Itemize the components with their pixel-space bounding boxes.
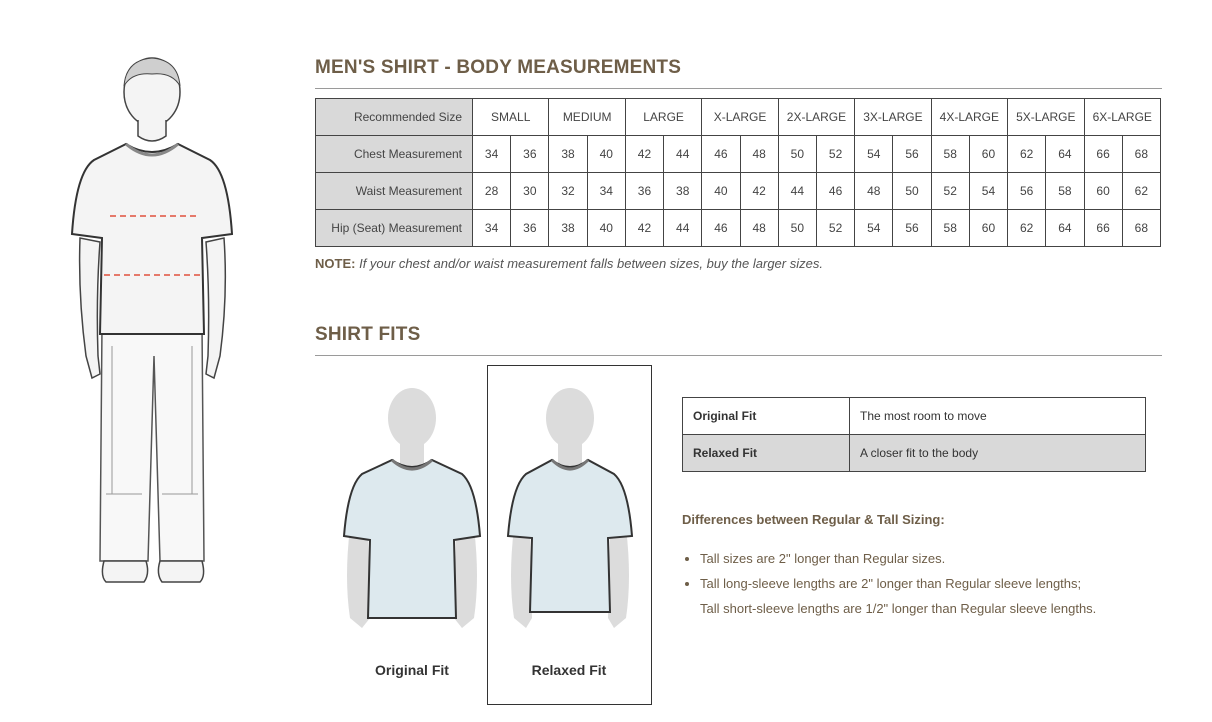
measurement-cell: 64 [1046, 136, 1084, 173]
bullet-text: Tall sizes are 2" longer than Regular sizes. [700, 551, 946, 566]
measurements-table [315, 98, 1161, 247]
measurement-cell: 66 [1084, 136, 1122, 173]
measurement-cell: 62 [1008, 136, 1046, 173]
measurement-cell: 50 [778, 210, 816, 247]
measurement-cell: 34 [473, 210, 511, 247]
measurement-cell: 50 [778, 136, 816, 173]
measurement-cell: 44 [778, 173, 816, 210]
measurement-cell: 42 [740, 173, 778, 210]
measurement-cell: 46 [816, 173, 854, 210]
row-header: Waist Measurement [316, 173, 473, 210]
measurement-cell: 36 [625, 173, 663, 210]
measurement-cell: 38 [549, 210, 587, 247]
measurement-cell: 40 [587, 210, 625, 247]
table-header-row [316, 99, 1161, 136]
table-row [316, 173, 1161, 210]
note-label: NOTE: [315, 256, 356, 271]
measurement-cell: 44 [664, 210, 702, 247]
measurement-cell: 60 [969, 210, 1007, 247]
relaxed-fit-illustration [492, 378, 648, 650]
row-header: Recommended Size [316, 99, 473, 136]
differences-title: Differences between Regular & Tall Sizing: [682, 512, 945, 527]
table-row [316, 210, 1161, 247]
measurement-cell: 28 [473, 173, 511, 210]
measurement-cell: 56 [1008, 173, 1046, 210]
fit-desc: A closer fit to the body [850, 435, 1146, 472]
measurement-cell: 56 [893, 136, 931, 173]
measurement-cell: 54 [969, 173, 1007, 210]
fits-table [682, 397, 1146, 472]
measurement-cell: 54 [855, 136, 893, 173]
measurement-cell: 60 [969, 136, 1007, 173]
size-header: SMALL [473, 99, 549, 136]
measurement-cell: 40 [587, 136, 625, 173]
size-header: 5X-LARGE [1008, 99, 1084, 136]
body-figure-illustration [64, 56, 244, 588]
note-text: If your chest and/or waist measurement falls between sizes, buy the larger sizes. [359, 256, 823, 271]
size-header: X-LARGE [702, 99, 778, 136]
measurement-cell: 52 [816, 210, 854, 247]
measurements-title: MEN'S SHIRT - BODY MEASUREMENTS [315, 57, 682, 78]
measurement-cell: 60 [1084, 173, 1122, 210]
size-header: 4X-LARGE [931, 99, 1007, 136]
size-header: LARGE [625, 99, 701, 136]
table-row [683, 398, 1146, 435]
measurement-cell: 36 [511, 210, 549, 247]
measurement-cell: 34 [473, 136, 511, 173]
table-row [683, 435, 1146, 472]
measurement-cell: 52 [931, 173, 969, 210]
differences-list [682, 546, 1170, 621]
table-row [316, 136, 1161, 173]
bullet-text: • Tall long-sleeve lengths are 2" longer than Regular sleeve lengths; [700, 576, 1082, 591]
relaxed-fit-label: Relaxed Fit [531, 662, 607, 678]
measurement-cell: 58 [931, 136, 969, 173]
size-header: 6X-LARGE [1084, 99, 1161, 136]
measurement-cell: 62 [1008, 210, 1046, 247]
fit-desc: The most room to move [850, 398, 1146, 435]
sizing-note [315, 256, 823, 271]
row-header: Hip (Seat) Measurement [316, 210, 473, 247]
measurement-cell: 56 [893, 210, 931, 247]
list-item [700, 546, 1170, 571]
measurement-cell: 38 [664, 173, 702, 210]
title-rule [315, 88, 1162, 89]
measurement-cell: 66 [1084, 210, 1122, 247]
original-fit-label: Original Fit [375, 662, 449, 678]
size-header: MEDIUM [549, 99, 625, 136]
measurement-cell: 40 [702, 173, 740, 210]
list-item [700, 571, 1170, 621]
measurement-cell: 52 [816, 136, 854, 173]
measurement-cell: 64 [1046, 210, 1084, 247]
size-header: 2X-LARGE [778, 99, 854, 136]
bullet-text-continued: Tall short-sleeve lengths are 1/2" longer than Regular sleeve lengths. [700, 601, 1097, 616]
measurement-cell: 36 [511, 136, 549, 173]
measurement-cell: 44 [664, 136, 702, 173]
measurement-cell: 42 [625, 210, 663, 247]
measurement-cell: 32 [549, 173, 587, 210]
measurement-cell: 38 [549, 136, 587, 173]
measurement-cell: 46 [702, 136, 740, 173]
row-header: Chest Measurement [316, 136, 473, 173]
measurement-cell: 46 [702, 210, 740, 247]
measurement-cell: 62 [1122, 173, 1160, 210]
measurement-cell: 50 [893, 173, 931, 210]
measurement-cell: 68 [1122, 136, 1160, 173]
fit-name: Original Fit [683, 398, 850, 435]
fit-name: Relaxed Fit [683, 435, 850, 472]
fits-title: SHIRT FITS [315, 324, 421, 345]
measurement-cell: 48 [855, 173, 893, 210]
measurement-cell: 42 [625, 136, 663, 173]
measurement-cell: 58 [1046, 173, 1084, 210]
fits-rule [315, 355, 1162, 356]
measurement-cell: 48 [740, 136, 778, 173]
measurement-cell: 54 [855, 210, 893, 247]
original-fit-illustration [334, 378, 490, 650]
size-header: 3X-LARGE [855, 99, 931, 136]
measurement-cell: 34 [587, 173, 625, 210]
measurement-cell: 48 [740, 210, 778, 247]
measurement-cell: 30 [511, 173, 549, 210]
measurement-cell: 58 [931, 210, 969, 247]
measurement-cell: 68 [1122, 210, 1160, 247]
